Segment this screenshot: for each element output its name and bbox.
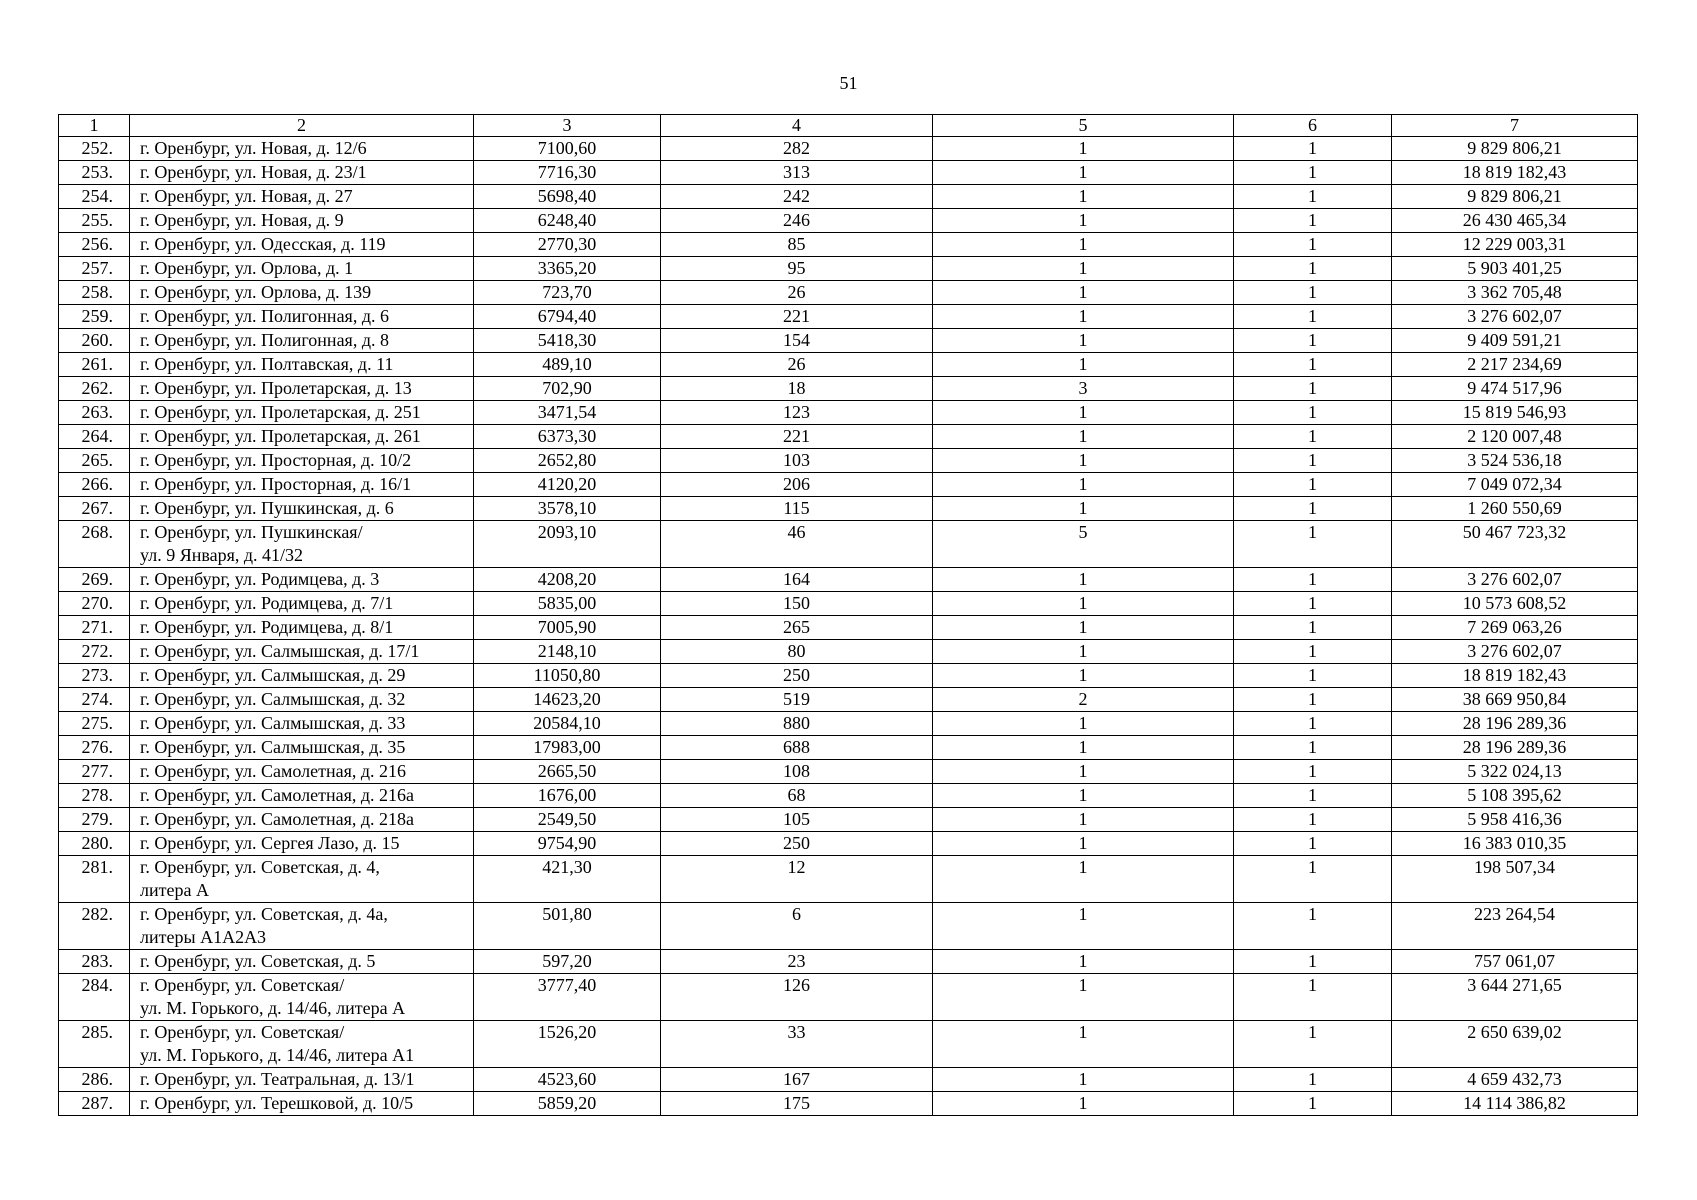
residents-count-cell: 23 bbox=[661, 950, 933, 974]
table-row bbox=[59, 305, 1638, 329]
address-cell: г. Оренбург, ул. Новая, д. 27 bbox=[130, 185, 474, 209]
address-cell: г. Оренбург, ул. Пролетарская, д. 13 bbox=[130, 377, 474, 401]
row-number-cell: 253. bbox=[59, 161, 130, 185]
row-number-cell: 284. bbox=[59, 974, 130, 1021]
row-number-cell: 257. bbox=[59, 257, 130, 281]
amount-cell: 5 903 401,25 bbox=[1392, 257, 1638, 281]
residents-count-cell: 221 bbox=[661, 425, 933, 449]
area-cell: 6794,40 bbox=[474, 305, 661, 329]
residents-count-cell: 246 bbox=[661, 209, 933, 233]
address-cell: г. Оренбург, ул. Одесская, д. 119 bbox=[130, 233, 474, 257]
amount-cell: 10 573 608,52 bbox=[1392, 592, 1638, 616]
amount-cell: 7 269 063,26 bbox=[1392, 616, 1638, 640]
column-header: 7 bbox=[1392, 115, 1638, 137]
table-row bbox=[59, 856, 1638, 903]
amount-cell: 3 276 602,07 bbox=[1392, 640, 1638, 664]
count-a-cell: 1 bbox=[933, 568, 1234, 592]
column-header: 1 bbox=[59, 115, 130, 137]
column-number-row bbox=[59, 115, 1638, 137]
amount-cell: 28 196 289,36 bbox=[1392, 712, 1638, 736]
count-b-cell: 1 bbox=[1234, 664, 1392, 688]
table-row bbox=[59, 1068, 1638, 1092]
area-cell: 3578,10 bbox=[474, 497, 661, 521]
area-cell: 5835,00 bbox=[474, 592, 661, 616]
residents-count-cell: 519 bbox=[661, 688, 933, 712]
row-number-cell: 285. bbox=[59, 1021, 130, 1068]
count-b-cell: 1 bbox=[1234, 1068, 1392, 1092]
area-cell: 5418,30 bbox=[474, 329, 661, 353]
area-cell: 20584,10 bbox=[474, 712, 661, 736]
residents-count-cell: 85 bbox=[661, 233, 933, 257]
amount-cell: 3 276 602,07 bbox=[1392, 568, 1638, 592]
column-header: 2 bbox=[130, 115, 474, 137]
address-cell: г. Оренбург, ул. Самолетная, д. 216а bbox=[130, 784, 474, 808]
table-row bbox=[59, 640, 1638, 664]
residents-count-cell: 688 bbox=[661, 736, 933, 760]
amount-cell: 26 430 465,34 bbox=[1392, 209, 1638, 233]
amount-cell: 3 644 271,65 bbox=[1392, 974, 1638, 1021]
area-cell: 5698,40 bbox=[474, 185, 661, 209]
address-cell: г. Оренбург, ул. Советская, д. 4, литера А bbox=[130, 856, 474, 903]
residents-count-cell: 175 bbox=[661, 1092, 933, 1116]
amount-cell: 9 474 517,96 bbox=[1392, 377, 1638, 401]
address-cell: г. Оренбург, ул. Новая, д. 9 bbox=[130, 209, 474, 233]
count-a-cell: 3 bbox=[933, 377, 1234, 401]
amount-cell: 2 217 234,69 bbox=[1392, 353, 1638, 377]
amount-cell: 5 958 416,36 bbox=[1392, 808, 1638, 832]
row-number-cell: 286. bbox=[59, 1068, 130, 1092]
amount-cell: 18 819 182,43 bbox=[1392, 161, 1638, 185]
address-cell: г. Оренбург, ул. Салмышская, д. 29 bbox=[130, 664, 474, 688]
address-cell: г. Оренбург, ул. Пушкинская, д. 6 bbox=[130, 497, 474, 521]
table-row bbox=[59, 161, 1638, 185]
count-a-cell: 1 bbox=[933, 712, 1234, 736]
residents-count-cell: 221 bbox=[661, 305, 933, 329]
address-register-table bbox=[58, 114, 1638, 1116]
table-row bbox=[59, 137, 1638, 161]
count-a-cell: 1 bbox=[933, 1068, 1234, 1092]
amount-cell: 16 383 010,35 bbox=[1392, 832, 1638, 856]
row-number-cell: 287. bbox=[59, 1092, 130, 1116]
count-a-cell: 1 bbox=[933, 832, 1234, 856]
count-a-cell: 1 bbox=[933, 401, 1234, 425]
address-cell: г. Оренбург, ул. Советская/ ул. М. Горького, д. 14/46, литера А bbox=[130, 974, 474, 1021]
count-a-cell: 1 bbox=[933, 1092, 1234, 1116]
count-b-cell: 1 bbox=[1234, 1092, 1392, 1116]
row-number-cell: 283. bbox=[59, 950, 130, 974]
amount-cell: 18 819 182,43 bbox=[1392, 664, 1638, 688]
row-number-cell: 260. bbox=[59, 329, 130, 353]
area-cell: 1526,20 bbox=[474, 1021, 661, 1068]
area-cell: 4120,20 bbox=[474, 473, 661, 497]
address-cell: г. Оренбург, ул. Салмышская, д. 32 bbox=[130, 688, 474, 712]
count-b-cell: 1 bbox=[1234, 640, 1392, 664]
count-a-cell: 1 bbox=[933, 497, 1234, 521]
row-number-cell: 254. bbox=[59, 185, 130, 209]
count-a-cell: 5 bbox=[933, 521, 1234, 568]
table-row bbox=[59, 664, 1638, 688]
residents-count-cell: 167 bbox=[661, 1068, 933, 1092]
row-number-cell: 265. bbox=[59, 449, 130, 473]
table-row bbox=[59, 950, 1638, 974]
count-b-cell: 1 bbox=[1234, 401, 1392, 425]
row-number-cell: 259. bbox=[59, 305, 130, 329]
table-row bbox=[59, 329, 1638, 353]
count-b-cell: 1 bbox=[1234, 760, 1392, 784]
residents-count-cell: 206 bbox=[661, 473, 933, 497]
table-body bbox=[59, 115, 1638, 1116]
count-a-cell: 1 bbox=[933, 281, 1234, 305]
count-b-cell: 1 bbox=[1234, 137, 1392, 161]
residents-count-cell: 115 bbox=[661, 497, 933, 521]
count-b-cell: 1 bbox=[1234, 449, 1392, 473]
residents-count-cell: 6 bbox=[661, 903, 933, 950]
count-b-cell: 1 bbox=[1234, 592, 1392, 616]
count-a-cell: 1 bbox=[933, 736, 1234, 760]
count-b-cell: 1 bbox=[1234, 329, 1392, 353]
address-cell: г. Оренбург, ул. Советская/ ул. М. Горького, д. 14/46, литера А1 bbox=[130, 1021, 474, 1068]
table-row bbox=[59, 425, 1638, 449]
residents-count-cell: 95 bbox=[661, 257, 933, 281]
address-cell: г. Оренбург, ул. Полигонная, д. 6 bbox=[130, 305, 474, 329]
area-cell: 597,20 bbox=[474, 950, 661, 974]
address-cell: г. Оренбург, ул. Орлова, д. 1 bbox=[130, 257, 474, 281]
area-cell: 3365,20 bbox=[474, 257, 661, 281]
table-row bbox=[59, 281, 1638, 305]
address-cell: г. Оренбург, ул. Родимцева, д. 3 bbox=[130, 568, 474, 592]
count-b-cell: 1 bbox=[1234, 736, 1392, 760]
residents-count-cell: 103 bbox=[661, 449, 933, 473]
amount-cell: 50 467 723,32 bbox=[1392, 521, 1638, 568]
residents-count-cell: 123 bbox=[661, 401, 933, 425]
address-cell: г. Оренбург, ул. Пролетарская, д. 261 bbox=[130, 425, 474, 449]
table-row bbox=[59, 1021, 1638, 1068]
count-a-cell: 1 bbox=[933, 425, 1234, 449]
row-number-cell: 278. bbox=[59, 784, 130, 808]
residents-count-cell: 250 bbox=[661, 832, 933, 856]
count-b-cell: 1 bbox=[1234, 1021, 1392, 1068]
table-row bbox=[59, 616, 1638, 640]
amount-cell: 28 196 289,36 bbox=[1392, 736, 1638, 760]
area-cell: 3471,54 bbox=[474, 401, 661, 425]
count-b-cell: 1 bbox=[1234, 856, 1392, 903]
address-cell: г. Оренбург, ул. Родимцева, д. 8/1 bbox=[130, 616, 474, 640]
count-b-cell: 1 bbox=[1234, 616, 1392, 640]
count-a-cell: 1 bbox=[933, 137, 1234, 161]
area-cell: 5859,20 bbox=[474, 1092, 661, 1116]
amount-cell: 2 120 007,48 bbox=[1392, 425, 1638, 449]
address-cell: г. Оренбург, ул. Театральная, д. 13/1 bbox=[130, 1068, 474, 1092]
count-b-cell: 1 bbox=[1234, 903, 1392, 950]
amount-cell: 14 114 386,82 bbox=[1392, 1092, 1638, 1116]
amount-cell: 3 362 705,48 bbox=[1392, 281, 1638, 305]
count-b-cell: 1 bbox=[1234, 161, 1392, 185]
row-number-cell: 275. bbox=[59, 712, 130, 736]
residents-count-cell: 250 bbox=[661, 664, 933, 688]
row-number-cell: 271. bbox=[59, 616, 130, 640]
area-cell: 3777,40 bbox=[474, 974, 661, 1021]
table-row bbox=[59, 209, 1638, 233]
address-cell: г. Оренбург, ул. Новая, д. 23/1 bbox=[130, 161, 474, 185]
count-b-cell: 1 bbox=[1234, 353, 1392, 377]
row-number-cell: 270. bbox=[59, 592, 130, 616]
area-cell: 14623,20 bbox=[474, 688, 661, 712]
table-row bbox=[59, 233, 1638, 257]
residents-count-cell: 265 bbox=[661, 616, 933, 640]
count-a-cell: 1 bbox=[933, 664, 1234, 688]
address-cell: г. Оренбург, ул. Салмышская, д. 35 bbox=[130, 736, 474, 760]
address-cell: г. Оренбург, ул. Терешковой, д. 10/5 bbox=[130, 1092, 474, 1116]
table-row bbox=[59, 712, 1638, 736]
row-number-cell: 252. bbox=[59, 137, 130, 161]
table-row bbox=[59, 808, 1638, 832]
address-cell: г. Оренбург, ул. Пушкинская/ ул. 9 Января, д. 41/32 bbox=[130, 521, 474, 568]
count-a-cell: 1 bbox=[933, 974, 1234, 1021]
count-b-cell: 1 bbox=[1234, 425, 1392, 449]
count-a-cell: 1 bbox=[933, 329, 1234, 353]
table-row bbox=[59, 832, 1638, 856]
area-cell: 11050,80 bbox=[474, 664, 661, 688]
count-a-cell: 1 bbox=[933, 950, 1234, 974]
column-header: 4 bbox=[661, 115, 933, 137]
amount-cell: 1 260 550,69 bbox=[1392, 497, 1638, 521]
count-a-cell: 1 bbox=[933, 185, 1234, 209]
area-cell: 723,70 bbox=[474, 281, 661, 305]
address-cell: г. Оренбург, ул. Советская, д. 4а, литеры А1А2А3 bbox=[130, 903, 474, 950]
residents-count-cell: 26 bbox=[661, 353, 933, 377]
amount-cell: 5 322 024,13 bbox=[1392, 760, 1638, 784]
area-cell: 4208,20 bbox=[474, 568, 661, 592]
column-header: 6 bbox=[1234, 115, 1392, 137]
column-header: 5 bbox=[933, 115, 1234, 137]
count-b-cell: 1 bbox=[1234, 257, 1392, 281]
row-number-cell: 269. bbox=[59, 568, 130, 592]
count-b-cell: 1 bbox=[1234, 808, 1392, 832]
area-cell: 2148,10 bbox=[474, 640, 661, 664]
count-a-cell: 1 bbox=[933, 161, 1234, 185]
amount-cell: 5 108 395,62 bbox=[1392, 784, 1638, 808]
area-cell: 4523,60 bbox=[474, 1068, 661, 1092]
amount-cell: 2 650 639,02 bbox=[1392, 1021, 1638, 1068]
address-cell: г. Оренбург, ул. Просторная, д. 16/1 bbox=[130, 473, 474, 497]
area-cell: 9754,90 bbox=[474, 832, 661, 856]
count-a-cell: 1 bbox=[933, 760, 1234, 784]
count-b-cell: 1 bbox=[1234, 568, 1392, 592]
amount-cell: 12 229 003,31 bbox=[1392, 233, 1638, 257]
count-a-cell: 1 bbox=[933, 856, 1234, 903]
page-number: 51 bbox=[839, 73, 858, 93]
count-b-cell: 1 bbox=[1234, 950, 1392, 974]
residents-count-cell: 282 bbox=[661, 137, 933, 161]
count-b-cell: 1 bbox=[1234, 281, 1392, 305]
table-row bbox=[59, 592, 1638, 616]
count-a-cell: 1 bbox=[933, 592, 1234, 616]
count-a-cell: 1 bbox=[933, 616, 1234, 640]
count-a-cell: 1 bbox=[933, 449, 1234, 473]
residents-count-cell: 150 bbox=[661, 592, 933, 616]
row-number-cell: 255. bbox=[59, 209, 130, 233]
table-row bbox=[59, 185, 1638, 209]
row-number-cell: 282. bbox=[59, 903, 130, 950]
count-b-cell: 1 bbox=[1234, 784, 1392, 808]
address-cell: г. Оренбург, ул. Советская, д. 5 bbox=[130, 950, 474, 974]
table-row bbox=[59, 760, 1638, 784]
residents-count-cell: 164 bbox=[661, 568, 933, 592]
table-row bbox=[59, 736, 1638, 760]
address-cell: г. Оренбург, ул. Полтавская, д. 11 bbox=[130, 353, 474, 377]
count-b-cell: 1 bbox=[1234, 497, 1392, 521]
address-cell: г. Оренбург, ул. Салмышская, д. 33 bbox=[130, 712, 474, 736]
address-cell: г. Оренбург, ул. Самолетная, д. 216 bbox=[130, 760, 474, 784]
address-cell: г. Оренбург, ул. Просторная, д. 10/2 bbox=[130, 449, 474, 473]
address-cell: г. Оренбург, ул. Салмышская, д. 17/1 bbox=[130, 640, 474, 664]
table-row bbox=[59, 903, 1638, 950]
count-b-cell: 1 bbox=[1234, 521, 1392, 568]
count-a-cell: 1 bbox=[933, 353, 1234, 377]
count-a-cell: 1 bbox=[933, 473, 1234, 497]
row-number-cell: 256. bbox=[59, 233, 130, 257]
count-a-cell: 1 bbox=[933, 784, 1234, 808]
residents-count-cell: 880 bbox=[661, 712, 933, 736]
row-number-cell: 264. bbox=[59, 425, 130, 449]
row-number-cell: 268. bbox=[59, 521, 130, 568]
amount-cell: 9 829 806,21 bbox=[1392, 185, 1638, 209]
row-number-cell: 263. bbox=[59, 401, 130, 425]
table-row bbox=[59, 257, 1638, 281]
table-row bbox=[59, 1092, 1638, 1116]
address-cell: г. Оренбург, ул. Новая, д. 12/6 bbox=[130, 137, 474, 161]
row-number-cell: 272. bbox=[59, 640, 130, 664]
area-cell: 17983,00 bbox=[474, 736, 661, 760]
area-cell: 2549,50 bbox=[474, 808, 661, 832]
residents-count-cell: 46 bbox=[661, 521, 933, 568]
row-number-cell: 276. bbox=[59, 736, 130, 760]
address-cell: г. Оренбург, ул. Орлова, д. 139 bbox=[130, 281, 474, 305]
amount-cell: 7 049 072,34 bbox=[1392, 473, 1638, 497]
address-cell: г. Оренбург, ул. Сергея Лазо, д. 15 bbox=[130, 832, 474, 856]
area-cell: 702,90 bbox=[474, 377, 661, 401]
count-b-cell: 1 bbox=[1234, 473, 1392, 497]
count-a-cell: 1 bbox=[933, 1021, 1234, 1068]
row-number-cell: 279. bbox=[59, 808, 130, 832]
row-number-cell: 277. bbox=[59, 760, 130, 784]
count-a-cell: 2 bbox=[933, 688, 1234, 712]
residents-count-cell: 126 bbox=[661, 974, 933, 1021]
area-cell: 421,30 bbox=[474, 856, 661, 903]
area-cell: 2652,80 bbox=[474, 449, 661, 473]
row-number-cell: 281. bbox=[59, 856, 130, 903]
table-row bbox=[59, 497, 1638, 521]
count-b-cell: 1 bbox=[1234, 832, 1392, 856]
count-a-cell: 1 bbox=[933, 233, 1234, 257]
amount-cell: 3 524 536,18 bbox=[1392, 449, 1638, 473]
area-cell: 2665,50 bbox=[474, 760, 661, 784]
residents-count-cell: 33 bbox=[661, 1021, 933, 1068]
area-cell: 501,80 bbox=[474, 903, 661, 950]
residents-count-cell: 108 bbox=[661, 760, 933, 784]
area-cell: 489,10 bbox=[474, 353, 661, 377]
table-row bbox=[59, 401, 1638, 425]
amount-cell: 198 507,34 bbox=[1392, 856, 1638, 903]
count-a-cell: 1 bbox=[933, 257, 1234, 281]
residents-count-cell: 242 bbox=[661, 185, 933, 209]
row-number-cell: 267. bbox=[59, 497, 130, 521]
count-b-cell: 1 bbox=[1234, 688, 1392, 712]
count-b-cell: 1 bbox=[1234, 209, 1392, 233]
count-a-cell: 1 bbox=[933, 640, 1234, 664]
amount-cell: 757 061,07 bbox=[1392, 950, 1638, 974]
table-row bbox=[59, 377, 1638, 401]
count-a-cell: 1 bbox=[933, 808, 1234, 832]
residents-count-cell: 18 bbox=[661, 377, 933, 401]
residents-count-cell: 26 bbox=[661, 281, 933, 305]
count-a-cell: 1 bbox=[933, 209, 1234, 233]
row-number-cell: 266. bbox=[59, 473, 130, 497]
address-cell: г. Оренбург, ул. Родимцева, д. 7/1 bbox=[130, 592, 474, 616]
area-cell: 1676,00 bbox=[474, 784, 661, 808]
area-cell: 2093,10 bbox=[474, 521, 661, 568]
address-cell: г. Оренбург, ул. Пролетарская, д. 251 bbox=[130, 401, 474, 425]
amount-cell: 4 659 432,73 bbox=[1392, 1068, 1638, 1092]
count-b-cell: 1 bbox=[1234, 185, 1392, 209]
table-row bbox=[59, 473, 1638, 497]
area-cell: 7716,30 bbox=[474, 161, 661, 185]
area-cell: 7005,90 bbox=[474, 616, 661, 640]
table-row bbox=[59, 449, 1638, 473]
row-number-cell: 261. bbox=[59, 353, 130, 377]
amount-cell: 9 829 806,21 bbox=[1392, 137, 1638, 161]
residents-count-cell: 313 bbox=[661, 161, 933, 185]
row-number-cell: 262. bbox=[59, 377, 130, 401]
count-a-cell: 1 bbox=[933, 305, 1234, 329]
row-number-cell: 280. bbox=[59, 832, 130, 856]
address-cell: г. Оренбург, ул. Самолетная, д. 218а bbox=[130, 808, 474, 832]
amount-cell: 38 669 950,84 bbox=[1392, 688, 1638, 712]
residents-count-cell: 12 bbox=[661, 856, 933, 903]
count-b-cell: 1 bbox=[1234, 305, 1392, 329]
amount-cell: 223 264,54 bbox=[1392, 903, 1638, 950]
table-row bbox=[59, 974, 1638, 1021]
count-b-cell: 1 bbox=[1234, 712, 1392, 736]
count-b-cell: 1 bbox=[1234, 974, 1392, 1021]
residents-count-cell: 154 bbox=[661, 329, 933, 353]
count-a-cell: 1 bbox=[933, 903, 1234, 950]
residents-count-cell: 80 bbox=[661, 640, 933, 664]
row-number-cell: 273. bbox=[59, 664, 130, 688]
row-number-cell: 258. bbox=[59, 281, 130, 305]
amount-cell: 9 409 591,21 bbox=[1392, 329, 1638, 353]
amount-cell: 3 276 602,07 bbox=[1392, 305, 1638, 329]
table-row bbox=[59, 688, 1638, 712]
count-b-cell: 1 bbox=[1234, 233, 1392, 257]
amount-cell: 15 819 546,93 bbox=[1392, 401, 1638, 425]
row-number-cell: 274. bbox=[59, 688, 130, 712]
table-row bbox=[59, 353, 1638, 377]
count-b-cell: 1 bbox=[1234, 377, 1392, 401]
area-cell: 6248,40 bbox=[474, 209, 661, 233]
column-header: 3 bbox=[474, 115, 661, 137]
residents-count-cell: 105 bbox=[661, 808, 933, 832]
area-cell: 6373,30 bbox=[474, 425, 661, 449]
address-cell: г. Оренбург, ул. Полигонная, д. 8 bbox=[130, 329, 474, 353]
table-row bbox=[59, 521, 1638, 568]
table-row bbox=[59, 784, 1638, 808]
table-row bbox=[59, 568, 1638, 592]
area-cell: 2770,30 bbox=[474, 233, 661, 257]
residents-count-cell: 68 bbox=[661, 784, 933, 808]
area-cell: 7100,60 bbox=[474, 137, 661, 161]
